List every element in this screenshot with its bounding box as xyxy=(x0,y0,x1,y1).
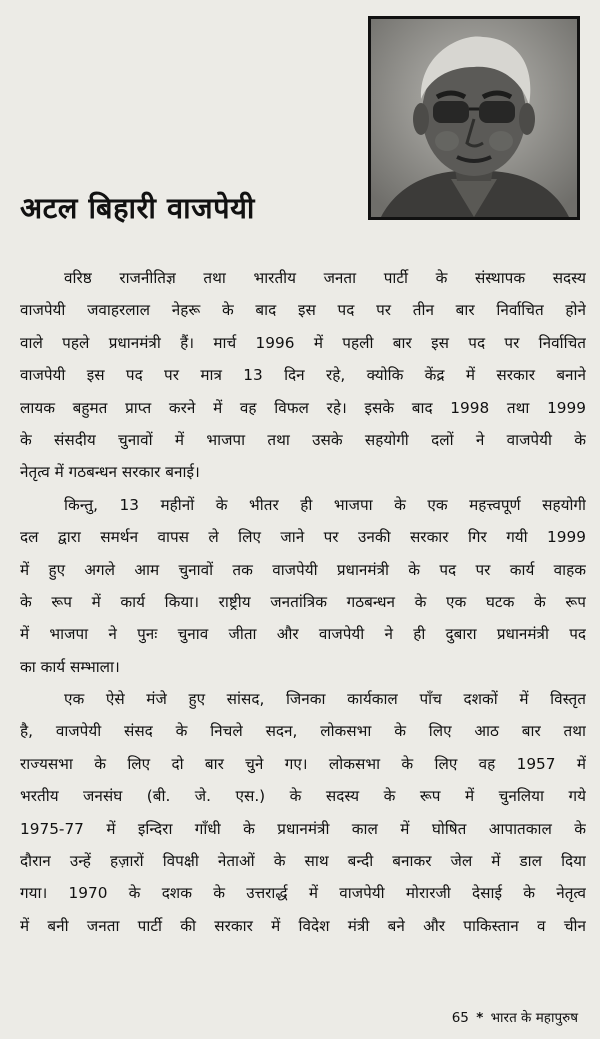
star-separator: * xyxy=(476,1010,484,1026)
text-line: भरतीय जनसंघ (बी. जे. एस.) के सदस्य के रूप में चुनलिया गये xyxy=(20,787,586,806)
text-line: दल द्वारा समर्थन वापस ले लिए जाने पर उनकी सरकार गिर गयी 1999 xyxy=(20,528,586,547)
text-line: में हुए अगले आम चुनावों तक वाजपेयी प्रधानमंत्री के पद पर कार्य वाहक xyxy=(20,560,586,579)
page-number: 65 xyxy=(451,1010,469,1026)
text-line: का कार्य सम्भाला। xyxy=(20,657,120,676)
text-line: नेतृत्व में गठबन्धन सरकार बनाई। xyxy=(20,463,200,482)
text-line: दौरान उन्हें हज़ारों विपक्षी नेताओं के साथ बन्दी बनाकर जेल में डाल दिया xyxy=(20,852,586,871)
text-line: 1975-77 में इन्दिरा गाँधी के प्रधानमंत्री काल में घोषित आपातकाल के xyxy=(20,819,586,838)
text-line: किन्तु, 13 महीनों के भीतर ही भाजपा के एक महत्त्वपूर्ण सहयोगी xyxy=(64,495,586,514)
text-line: वाजपेयी इस पद पर मात्र 13 दिन रहे, क्योकि केंद्र में सरकार बनाने xyxy=(20,366,586,385)
page-footer xyxy=(452,1008,578,1026)
text-line: के रूप में कार्य किया। राष्ट्रीय जनतांत्रिक गठबन्धन के एक घटक के रूप xyxy=(20,592,586,611)
text-line: एक ऐसे मंजे हुए सांसद, जिनका कार्यकाल पाँच दशकों में विस्तृत xyxy=(64,690,586,709)
text-line: के संसदीय चुनावों में भाजपा तथा उसके सहयोगी दलों ने वाजपेयी के xyxy=(20,430,586,449)
text-line: गया। 1970 के दशक के उत्तरार्द्ध में वाजपेयी मोरारजी देसाई के नेतृत्व xyxy=(20,884,586,903)
text-line: लायक बहुमत प्राप्त करने में वह विफल रहे। इसके बाद 1998 तथा 1999 xyxy=(20,398,586,417)
text-line: वाले पहले प्रधानमंत्री हैं। मार्च 1996 में पहली बार इस पद पर निर्वाचित xyxy=(20,333,586,352)
page-title: अटल बिहारी वाजपेयी xyxy=(20,191,255,225)
text-line: है, वाजपेयी संसद के निचले सदन, लोकसभा के लिए आठ बार तथा xyxy=(20,722,586,741)
text-line: में भाजपा ने पुनः चुनाव जीता और वाजपेयी ने ही दुबारा प्रधानमंत्री पद xyxy=(20,625,586,644)
text-line: वरिष्ठ राजनीतिज्ञ तथा भारतीय जनता पार्टी के संस्थापक सदस्य xyxy=(64,269,586,287)
text-line: राज्यसभा के लिए दो बार चुने गए। लोकसभा के लिए वह 1957 में xyxy=(20,754,586,773)
text-line: वाजपेयी जवाहरलाल नेहरू के बाद इस पद पर तीन बार निर्वाचित होने xyxy=(20,301,586,320)
book-title: भारत के महापुरुष xyxy=(490,1010,578,1026)
article-body xyxy=(20,262,586,942)
portrait-image xyxy=(371,19,577,217)
text-line: में बनी जनता पार्टी की सरकार में विदेश मंत्री बने और पाकिस्तान व चीन xyxy=(20,916,586,935)
portrait-photo xyxy=(368,16,580,220)
